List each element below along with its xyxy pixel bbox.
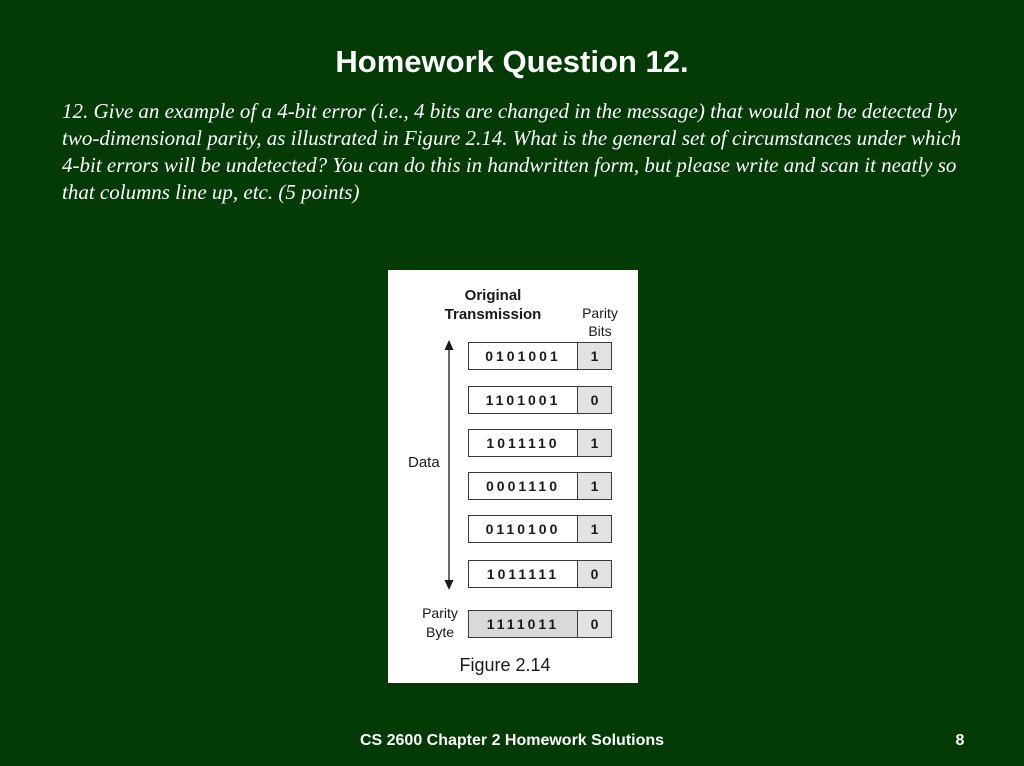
data-row	[468, 515, 612, 543]
data-row	[468, 560, 612, 588]
parity-byte-row	[468, 610, 612, 638]
parity-bit-cell: 1	[578, 342, 612, 370]
parity-bit-cell: 1	[578, 472, 612, 500]
figure-caption: Figure 2.14	[459, 655, 551, 675]
data-bits-cell: 0110100	[468, 515, 578, 543]
data-range-arrow-icon	[442, 340, 456, 590]
original-transmission-header: Original Transmission	[444, 287, 542, 323]
data-label: Data	[408, 454, 440, 471]
question-text: 12. Give an example of a 4-bit error (i.e., 4 bits are changed in the message) that would not be detected by two-dimensional parity, as illustrated in Figure 2.14. What is the general set of circumstances under which 4-bit errors will be undetected? You can do this in handwritten form, but please write and scan it neatly so that columns line up, etc. (5 points)	[62, 99, 962, 204]
parity-bit-cell: 1	[578, 429, 612, 457]
parity-byte-parity-cell: 0	[578, 610, 612, 638]
parity-bit-cell: 0	[578, 560, 612, 588]
data-bits-cell: 1011111	[468, 560, 578, 588]
data-row	[468, 342, 612, 370]
parity-bit-cell: 0	[578, 386, 612, 414]
data-bits-cell: 1101001	[468, 386, 578, 414]
parity-byte-bits-cell: 1111011	[468, 610, 578, 638]
data-row	[468, 386, 612, 414]
data-row	[468, 472, 612, 500]
figure-2-14	[388, 270, 638, 683]
page-number: 8	[955, 732, 965, 749]
parity-byte-label: Parity Byte	[422, 605, 458, 640]
data-bits-cell: 0001110	[468, 472, 578, 500]
data-row	[468, 429, 612, 457]
parity-bit-cell: 1	[578, 515, 612, 543]
slide-footer: CS 2600 Chapter 2 Homework Solutions	[359, 732, 665, 749]
slide-title: Homework Question 12.	[335, 44, 689, 79]
data-bits-cell: 0101001	[468, 342, 578, 370]
data-bits-cell: 1011110	[468, 429, 578, 457]
parity-bits-header: Parity Bits	[582, 305, 618, 339]
